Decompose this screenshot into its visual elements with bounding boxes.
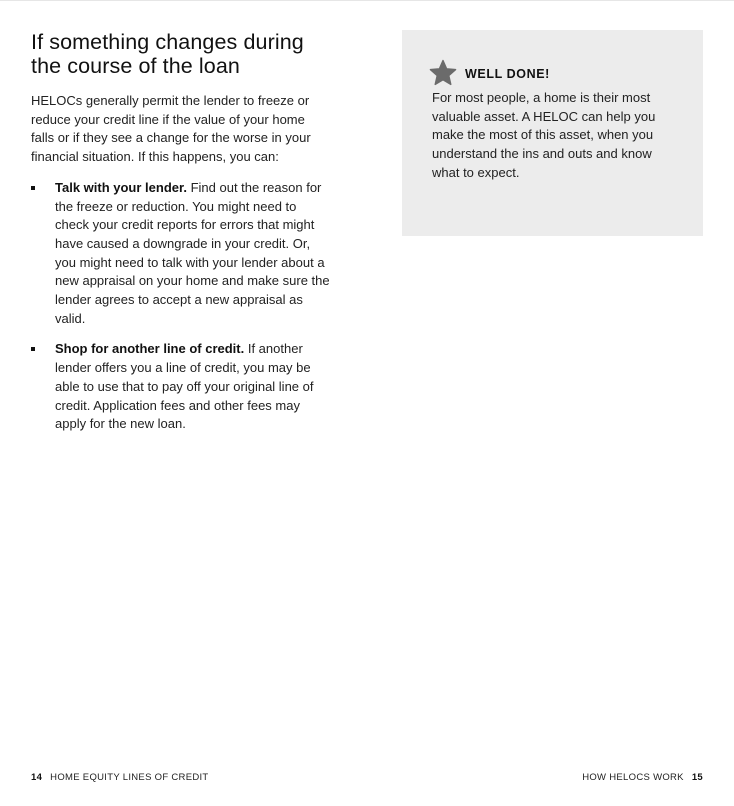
bullet-lead-text: Shop for another line of credit. xyxy=(55,341,245,357)
left-column xyxy=(31,30,331,446)
bullet-lead-text: Talk with your lender. xyxy=(55,179,187,195)
intro-paragraph: HELOCs generally permit the lender to freeze or reduce your credit line if the value of your home falls or if they see a change for the worse in your financial situation. If this happens, you can: xyxy=(31,93,311,165)
page-number-left: 14 xyxy=(31,772,43,783)
section-heading: If something changes during the course of the loan xyxy=(31,30,304,78)
footer-right xyxy=(582,772,703,783)
callout-header xyxy=(429,59,550,86)
well-done-callout xyxy=(402,30,703,236)
bullet-body-text: Find out the reason for the freeze or reduction. You might need to check your credit reports for errors that might have caused a downgrade in your credit. Or, you might need to talk with your lender about a new appraisal on your home and make sure the lender agrees to accept a new appraisal as valid. xyxy=(55,179,330,326)
bullet-body-text: If another lender offers you a line of credit, you may be able to use that to pay off your original line of credit. Application fees and other fees may apply for the new loan. xyxy=(55,341,314,432)
bullet-list xyxy=(31,179,331,434)
running-title-right: HOW HELOCS WORK xyxy=(582,772,684,783)
star-icon xyxy=(429,59,457,86)
list-item xyxy=(31,340,331,434)
footer-left xyxy=(31,772,209,783)
top-divider xyxy=(0,0,734,1)
callout-body: For most people, a home is their most valuable asset. A HELOC can help you make the most of this asset, when you understand the ins and outs and know what to expect. xyxy=(432,90,656,180)
bullet-marker xyxy=(31,186,35,190)
running-title-left: HOME EQUITY LINES OF CREDIT xyxy=(50,772,209,783)
callout-title: WELL DONE! xyxy=(465,67,550,81)
list-item xyxy=(31,179,331,329)
bullet-marker xyxy=(31,347,35,351)
page-number-right: 15 xyxy=(691,772,703,783)
